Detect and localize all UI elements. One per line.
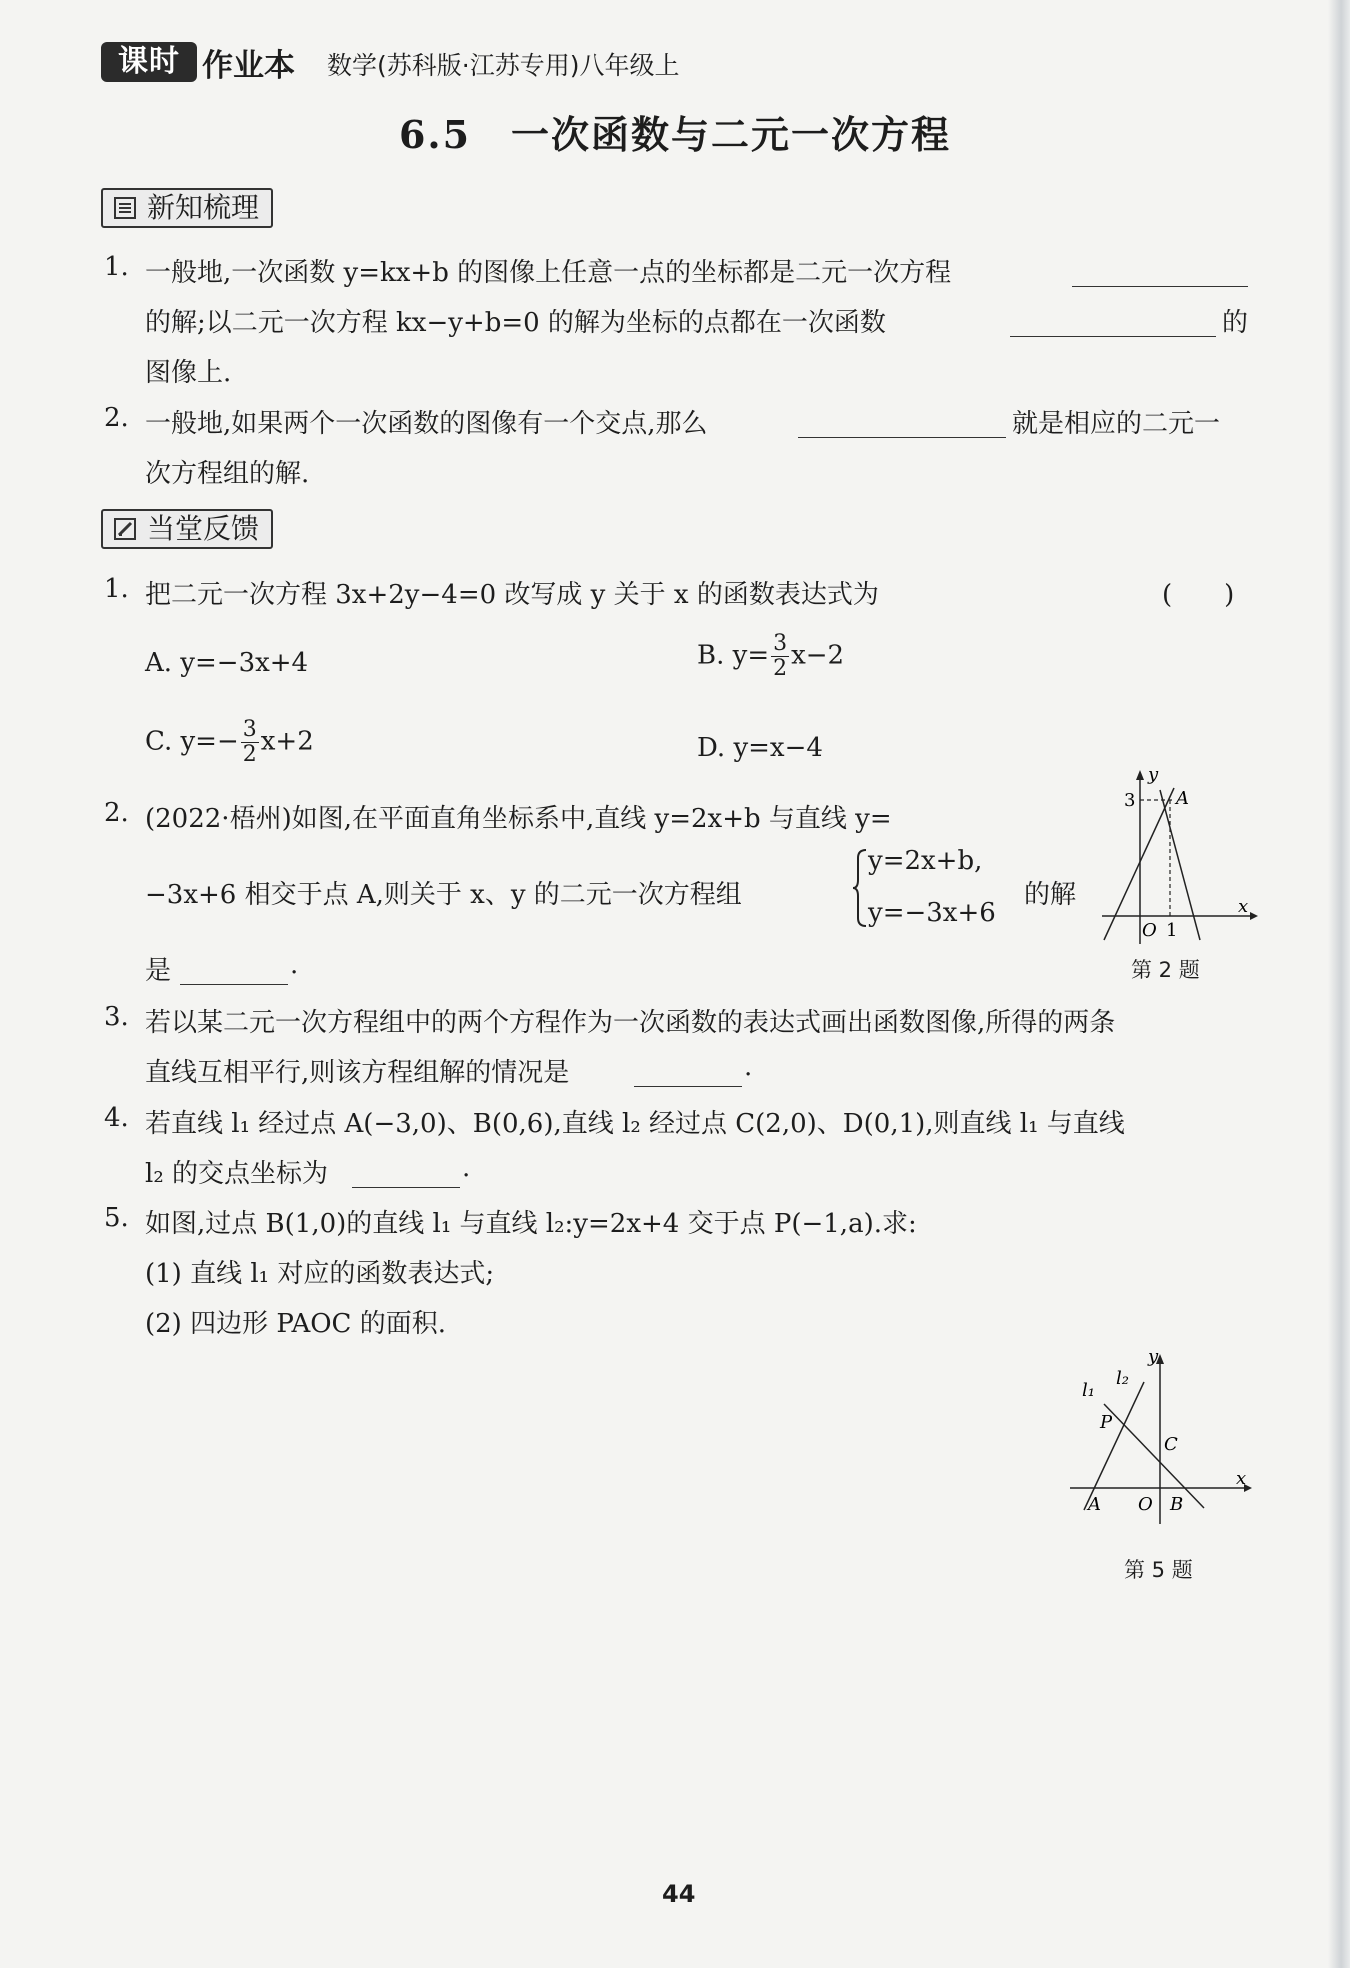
fraction-denominator: 2 xyxy=(773,656,788,681)
equation-system-row-1: y=2x+b, xyxy=(868,846,983,876)
question-text: 若以某二元一次方程组中的两个方程作为一次函数的表达式画出函数图像,所得的两条 xyxy=(145,1008,1116,1038)
question-text: 直线互相平行,则该方程组解的情况是 xyxy=(145,1058,570,1088)
point-a-label: A xyxy=(1088,1494,1101,1515)
pencil-icon xyxy=(113,517,137,541)
option-b-prefix: B. y= xyxy=(697,640,770,671)
question-number: 3. xyxy=(104,1002,129,1032)
question-number: 1. xyxy=(104,574,129,604)
point-c-label: C xyxy=(1164,1434,1178,1455)
page-number: 44 xyxy=(662,1880,696,1908)
section-heading-text: 新知梳理 xyxy=(147,191,260,224)
question-text: . xyxy=(462,1153,471,1183)
figure-5-graph xyxy=(1066,1348,1262,1528)
option-b-suffix: x−2 xyxy=(791,640,845,671)
x-axis-label: x xyxy=(1238,896,1249,917)
question-text: 如图,过点 B(1,0)的直线 l₁ 与直线 l₂:y=2x+4 交于点 P(−1,a).求: xyxy=(145,1209,917,1239)
point-a-label: A xyxy=(1176,788,1189,809)
option-d[interactable]: D. y=x−4 xyxy=(697,733,823,763)
question-number: 2. xyxy=(104,798,129,828)
brand-logo: 课时 xyxy=(101,42,197,82)
subject-label: 数学(苏科版·江苏专用)八年级上 xyxy=(327,51,680,80)
brand-name: 作业本 xyxy=(202,48,295,84)
option-c-prefix: C. y=− xyxy=(145,726,239,757)
fraction-denominator: 2 xyxy=(242,742,257,767)
fraction-numerator: 3 xyxy=(242,717,257,742)
origin-label: O xyxy=(1138,1494,1153,1515)
question-number: 5. xyxy=(104,1203,129,1233)
sub-question-1: (1) 直线 l₁ 对应的函数表达式; xyxy=(145,1259,495,1289)
y-axis-label: y xyxy=(1148,768,1159,785)
answer-blank[interactable] xyxy=(634,1082,742,1087)
answer-blank[interactable] xyxy=(352,1183,460,1188)
fraction-numerator: 3 xyxy=(773,631,788,656)
question-text: 次方程组的解. xyxy=(145,459,310,489)
answer-bracket[interactable]: ( ) xyxy=(1162,580,1235,610)
x-axis-label: x xyxy=(1236,1468,1247,1489)
answer-blank[interactable] xyxy=(1010,332,1216,337)
origin-label: O xyxy=(1142,920,1157,941)
line-l1-label: l₁ xyxy=(1082,1380,1095,1401)
question-text: 的解;以二元一次方程 kx−y+b=0 的解为坐标的点都在一次函数 xyxy=(145,308,886,338)
answer-blank[interactable] xyxy=(798,433,1006,438)
point-p-label: P xyxy=(1100,1412,1113,1433)
fraction xyxy=(241,718,259,767)
question-number: 1. xyxy=(104,252,129,282)
option-c-suffix: x+2 xyxy=(260,726,314,757)
brace-icon xyxy=(852,848,868,928)
option-b[interactable] xyxy=(697,632,844,681)
equation-system-row-2: y=−3x+6 xyxy=(868,898,996,928)
figure-2-caption: 第 2 题 xyxy=(1131,958,1200,982)
page-edge xyxy=(1328,0,1350,1968)
answer-blank[interactable] xyxy=(1072,282,1248,287)
section-heading-new-knowledge xyxy=(101,188,273,228)
answer-blank[interactable] xyxy=(180,980,288,985)
question-text: 一般地,一次函数 y=kx+b 的图像上任意一点的坐标都是二元一次方程 xyxy=(145,258,952,288)
question-text: 是 xyxy=(145,956,172,986)
fraction xyxy=(771,632,789,681)
question-text: . xyxy=(744,1052,753,1082)
question-text: 的 xyxy=(1222,308,1249,338)
section-heading-class-feedback xyxy=(101,509,273,549)
question-text: . xyxy=(290,950,299,980)
line-l2-label: l₂ xyxy=(1116,1368,1129,1389)
notebook-icon xyxy=(113,196,137,220)
tick-label-1: 1 xyxy=(1166,920,1178,941)
question-number: 2. xyxy=(104,403,129,433)
question-text: 若直线 l₁ 经过点 A(−3,0)、B(0,6),直线 l₂ 经过点 C(2,0)、D(0,1),则直线 l₁ 与直线 xyxy=(145,1109,1125,1139)
question-text: l₂ 的交点坐标为 xyxy=(145,1159,329,1189)
option-c[interactable] xyxy=(145,718,314,767)
point-b-label: B xyxy=(1170,1494,1184,1515)
page-title: 6.5 一次函数与二元一次方程 xyxy=(398,112,952,157)
figure-2-graph xyxy=(1098,768,1258,948)
question-text: 一般地,如果两个一次函数的图像有一个交点,那么 xyxy=(145,409,708,439)
y-axis-label: y xyxy=(1148,1348,1159,1367)
question-text: −3x+6 相交于点 A,则关于 x、y 的二元一次方程组 xyxy=(145,880,742,910)
question-text: 的解 xyxy=(1024,880,1077,910)
section-heading-text: 当堂反馈 xyxy=(147,512,260,545)
tick-label-3: 3 xyxy=(1124,790,1136,811)
question-text: (2022·梧州)如图,在平面直角坐标系中,直线 y=2x+b 与直线 y= xyxy=(145,804,892,834)
figure-5-caption: 第 5 题 xyxy=(1124,1558,1193,1582)
question-text: 图像上. xyxy=(145,358,232,388)
question-text: 把二元一次方程 3x+2y−4=0 改写成 y 关于 x 的函数表达式为 xyxy=(145,580,879,610)
question-text: 就是相应的二元一 xyxy=(1012,409,1221,439)
sub-question-2: (2) 四边形 PAOC 的面积. xyxy=(145,1309,446,1339)
option-a[interactable]: A. y=−3x+4 xyxy=(145,648,309,678)
question-number: 4. xyxy=(104,1103,129,1133)
